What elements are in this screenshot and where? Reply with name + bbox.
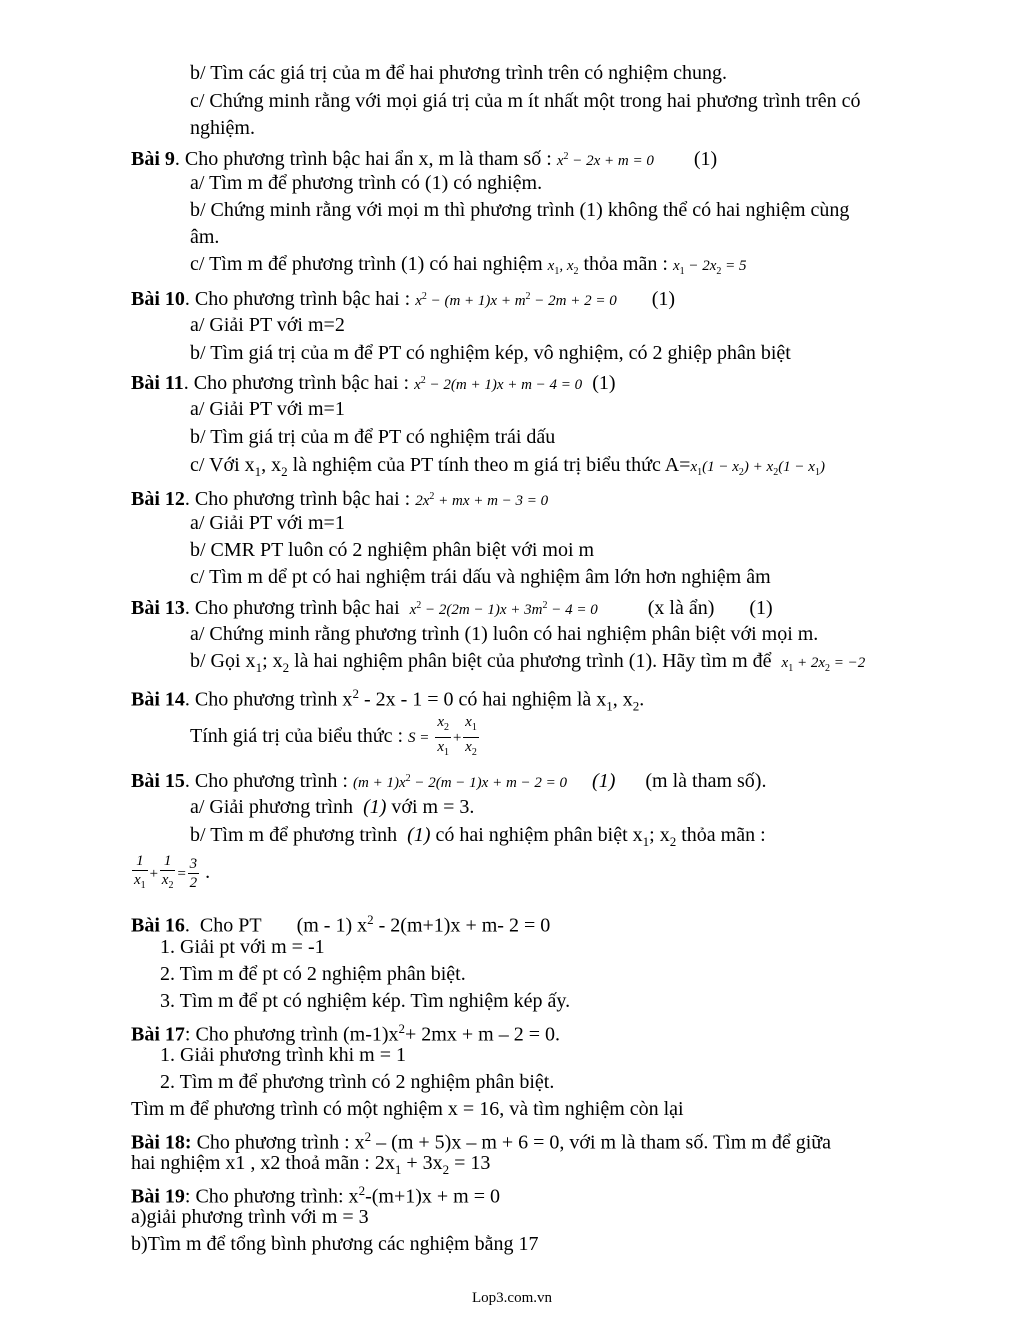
- text-line: a/ Giải PT với m=1: [190, 398, 345, 420]
- text-line: b/ Gọi $x_1$; $x_2$ là hai nghiệm phân biệt của phương trình (1). Hãy tìm m để $x_1 + 2x_2 = -2$: [190, 650, 866, 675]
- exercise-9: Bài 9. Cho phương trình bậc hai ẩn x, m là tham số : $x^2 - 2x + m = 0$ (1): [131, 148, 718, 170]
- list-item: 1. Giải phương trình khi m = 1: [160, 1044, 407, 1066]
- text-line: a/ Chứng minh rằng phương trình (1) luôn có hai nghiệm phân biệt với mọi m.: [190, 623, 819, 645]
- text-line: c/ Tìm m để phương trình (1) có hai nghiệm $x_1$, $x_2$ thỏa mãn : $x_1 - 2x_2 = 5$: [190, 253, 747, 277]
- exercise-11: Bài 11. Cho phương trình bậc hai : $x^2 - 2(m + 1)x + m - 4 = 0$ (1): [131, 372, 616, 394]
- text-line: b)Tìm m để tổng bình phương các nghiệm bằng 17: [131, 1233, 539, 1255]
- exercise-17: Bài 17: Cho phương trình $(m-1)x^2+ 2mx + m - 2 = 0$.: [131, 1021, 560, 1046]
- text-line: a/ Tìm m để phương trình có (1) có nghiệm.: [190, 172, 543, 194]
- text-line: b/ Tìm m để phương trình (1) có hai nghiệm phân biệt $x_1$; $x_2$ thỏa mãn :: [190, 824, 766, 849]
- text-line: a/ Giải PT với m=1: [190, 512, 345, 534]
- text-line: b/ Tìm các giá trị của m để hai phương trình trên có nghiệm chung.: [190, 62, 728, 84]
- text-line: a/ Giải PT với m=2: [190, 314, 345, 336]
- text-line: b/ Tìm giá trị của m để PT có nghiệm kép, vô nghiệm, có 2 ghiệp phân biệt: [190, 342, 791, 364]
- exercise-12: Bài 12. Cho phương trình bậc hai : $2x^2$ + mx + m − 3 = 0: [131, 488, 549, 510]
- text-line: a)giải phương trình với m = 3: [131, 1206, 369, 1228]
- exercise-18: Bài 18: Cho phương trình : $x^2 - (m + 5)x - m + 6 = 0$, với m là tham số. Tìm m để giữa: [131, 1129, 831, 1154]
- text-line: âm.: [190, 226, 220, 248]
- exercise-14: Bài 14. Cho phương trình $x^2 - 2x - 1 = 0$ có hai nghiệm là $x_1$, $x_2$.: [131, 686, 645, 714]
- text-line: c/ Tìm m dể pt có hai nghiệm trái dấu và nghiệm âm lớn hơn nghiệm âm: [190, 566, 771, 588]
- text-line: b/ CMR PT luôn có 2 nghiệm phân biệt với moi m: [190, 539, 595, 561]
- list-item: 2. Tìm m để pt có 2 nghiệm phân biệt.: [160, 963, 466, 985]
- text-line: b/ Chứng minh rằng với mọi m thì phương trình (1) không thể có hai nghiệm cùng: [190, 199, 850, 221]
- list-item: 1. Giải pt với m = -1: [160, 936, 325, 958]
- exercise-15: Bài 15. Cho phương trình : $(m + 1)x^2 - 2(m - 1)x + m - 2 = 0$ (1) (m là tham số).: [131, 770, 767, 792]
- text-line: Tính giá trị của biểu thức : S = $\frac{x_2}{x_1}$ + $\frac{x_1}{x_2}$: [190, 714, 477, 758]
- text-line: a/ Giải phương trình (1) với m = 3.: [190, 796, 475, 818]
- footer: Lop3.com.vn: [472, 1290, 552, 1306]
- list-item: 2. Tìm m để phương trình có 2 nghiệm phân biệt.: [160, 1071, 555, 1093]
- exercise-13: Bài 13. Cho phương trình bậc hai $x^2 - 2(2m - 1)x + 3m^2 - 4 = 0$ (x là ẩn) (1): [131, 597, 773, 619]
- text-line: c/ Chứng minh rằng với mọi giá trị của m ít nhất một trong hai phương trình trên có: [190, 90, 861, 112]
- text-line: hai nghiệm x1 , x2 thoả mãn : $2x_1 + 3x_2 = 13$: [131, 1152, 491, 1177]
- list-item: 3. Tìm m để pt có nghiệm kép. Tìm nghiệm kép ấy.: [160, 990, 571, 1012]
- text-line: nghiệm.: [190, 117, 255, 139]
- exercise-10: Bài 10. Cho phương trình bậc hai : $x^2 - (m + 1)x + m^2 - 2m + 2 = 0$ (1): [131, 288, 676, 310]
- exercise-16: Bài 16. Cho PT (m - 1) $x^2 - 2(m+1)x + m-$ 2 = 0: [131, 912, 551, 937]
- exercise-19: Bài 19: Cho phương trình: $x^2-(m+1)x + m = 0$: [131, 1183, 500, 1208]
- text-line: b/ Tìm giá trị của m để PT có nghiệm trái dấu: [190, 426, 556, 448]
- text-line: $\frac{1}{x_1}$ + $\frac{1}{x_2}$ = $\frac{3}{2}$ .: [134, 853, 211, 891]
- text-line: c/ Với $x_1$, $x_2$ là nghiệm của PT tính theo m giá trị biểu thức $A=x_1(1 - x_2) + x_2(1 - x_1)$: [190, 454, 825, 479]
- text-line: Tìm m để phương trình có một nghiệm x = 16, và tìm nghiệm còn lại: [131, 1098, 684, 1120]
